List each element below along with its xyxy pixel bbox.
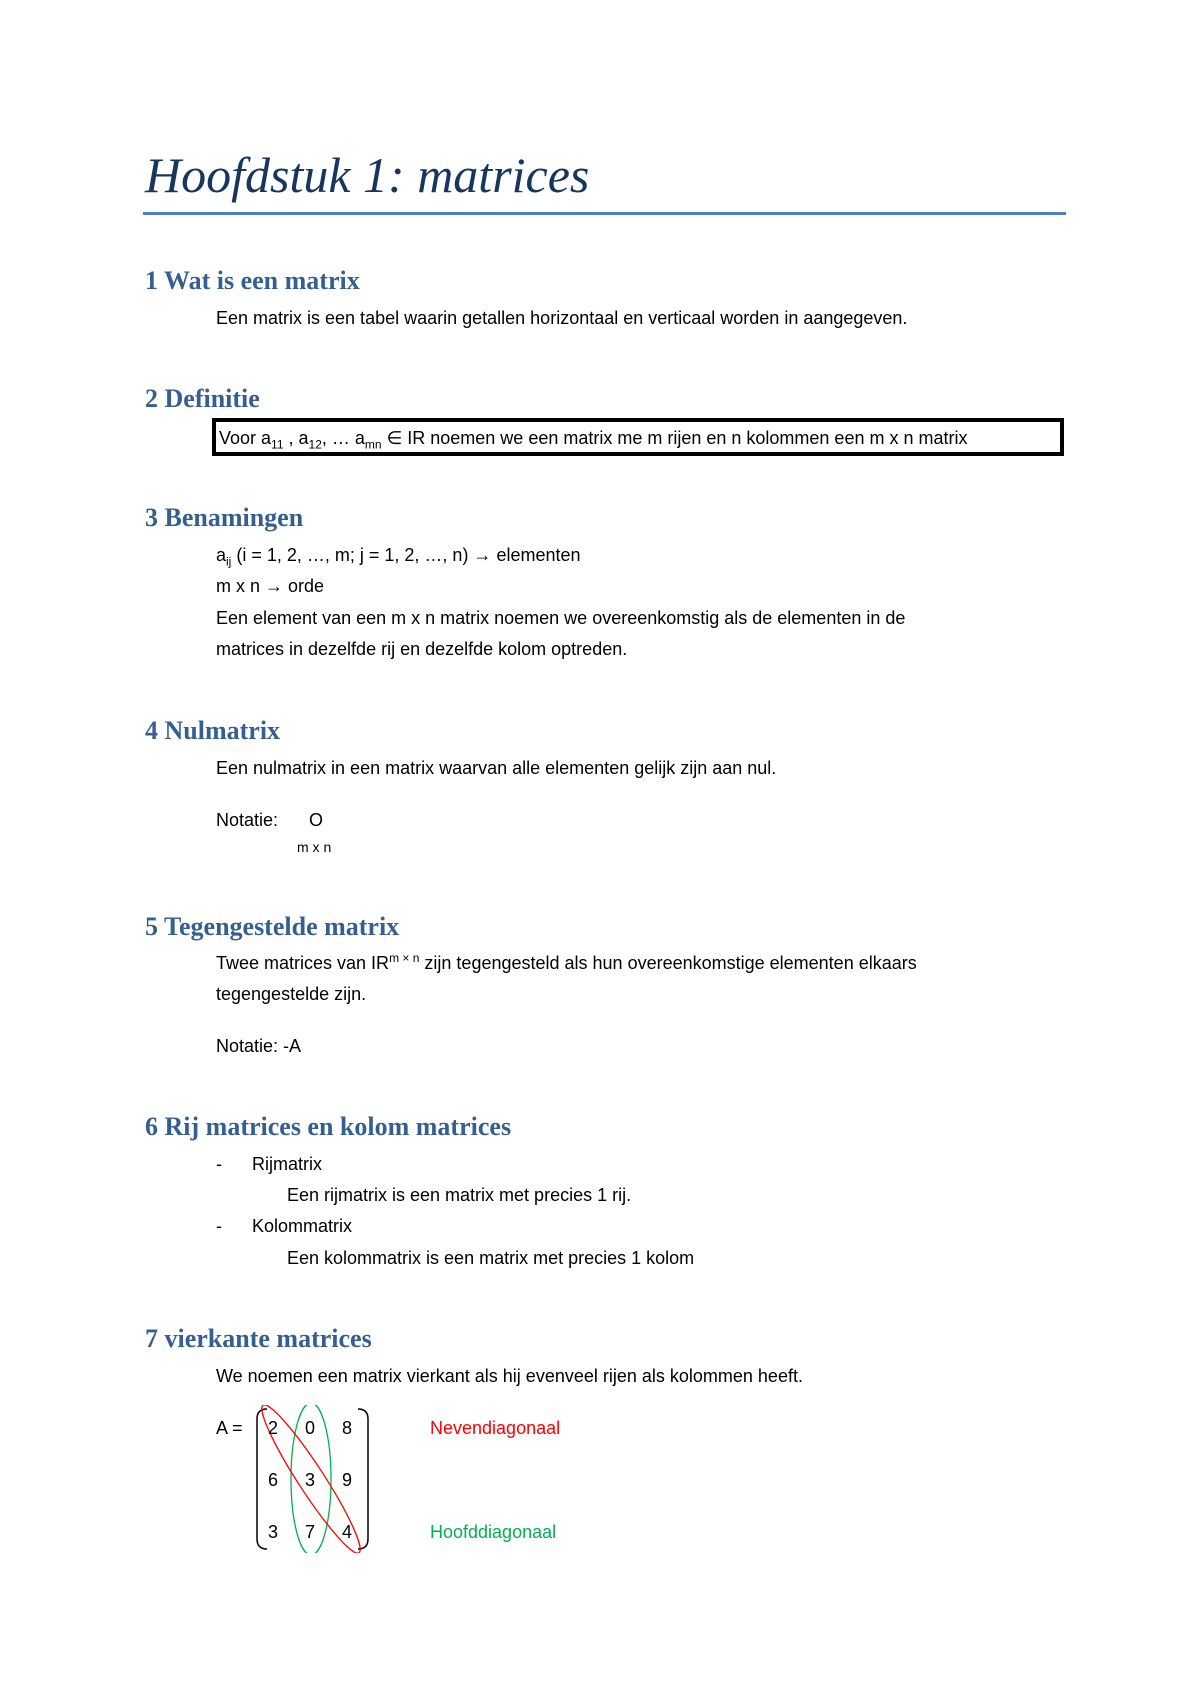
- matrix-cell: 3: [267, 1522, 278, 1542]
- benamingen-elements: $a_{ij}$ (i = 1, 2, …, m; j = 1, 2, …, n) → elementen: [216, 545, 581, 569]
- matrix-cell: 8: [341, 1418, 352, 1438]
- definition-text: Voor $a_{11}$ , $a_{12}$, … $a_{mn}$ ∈ IR noemen we een matrix me m rijen en n kolommen een m x n matrix: [219, 428, 968, 452]
- tegengestelde-text-line1: Twee matrices van $IR^{m \times n}$ zijn tegengesteld als hun overeenkomstige elementen elkaars: [216, 951, 917, 973]
- definition-box: [212, 418, 1064, 456]
- nulmatrix-text: Een nulmatrix in een matrix waarvan alle elementen gelijk zijn aan nul.: [216, 758, 777, 778]
- kolommatrix-desc: Een kolommatrix is een matrix met precies 1 kolom: [287, 1248, 695, 1268]
- tegengestelde-text-line2: tegengestelde zijn.: [216, 984, 367, 1004]
- benamingen-orde: m x n → orde: [216, 576, 325, 596]
- rijmatrix-item: Rijmatrix: [252, 1154, 322, 1174]
- nulmatrix-symbol-sub: m x n: [297, 839, 332, 855]
- matrix-cell: 6: [267, 1470, 278, 1490]
- section-1-heading: 1 Wat is een matrix: [145, 266, 360, 295]
- benamingen-text-line1: Een element van een m x n matrix noemen we overeenkomstig als de elementen in de: [216, 608, 906, 628]
- matrix-a: [255, 1405, 385, 1553]
- matrix-cell: 4: [341, 1522, 352, 1542]
- tegengestelde-notatie: Notatie: -A: [216, 1036, 302, 1056]
- section-3-heading: 3 Benamingen: [145, 503, 304, 532]
- vierkant-text: We noemen een matrix vierkant als hij evenveel rijen als kolommen heeft.: [216, 1366, 803, 1386]
- matrix-label: A =: [216, 1418, 243, 1438]
- section-1-text: Een matrix is een tabel waarin getallen horizontaal en verticaal worden in aangegeven.: [216, 308, 908, 328]
- section-7-heading: 7 vierkante matrices: [145, 1324, 372, 1353]
- list-dash: -: [216, 1216, 222, 1236]
- section-2-heading: 2 Definitie: [145, 384, 260, 413]
- matrix-cell: 2: [267, 1418, 278, 1438]
- matrix-cell: 9: [341, 1470, 352, 1490]
- page-title: Hoofdstuk 1: matrices: [145, 147, 590, 203]
- list-dash: -: [216, 1154, 222, 1174]
- nulmatrix-notatie-label: Notatie:: [216, 810, 279, 830]
- matrix-cell: 7: [304, 1522, 315, 1542]
- nevendiagonaal-label: Nevendiagonaal: [430, 1418, 561, 1438]
- matrix-cell: 3: [304, 1470, 315, 1490]
- matrix-cell: 0: [304, 1418, 315, 1438]
- section-5-heading: 5 Tegengestelde matrix: [145, 912, 400, 941]
- kolommatrix-item: Kolommatrix: [252, 1216, 353, 1236]
- benamingen-text-line2: matrices in dezelfde rij en dezelfde kolom optreden.: [216, 639, 628, 659]
- section-6-heading: 6 Rij matrices en kolom matrices: [145, 1112, 512, 1141]
- nulmatrix-symbol: O: [309, 810, 324, 830]
- hoofddiagonaal-label: Hoofddiagonaal: [430, 1522, 557, 1542]
- title-underline: [143, 212, 1066, 215]
- rijmatrix-desc: Een rijmatrix is een matrix met precies 1 rij.: [287, 1185, 632, 1205]
- section-4-heading: 4 Nulmatrix: [145, 716, 281, 745]
